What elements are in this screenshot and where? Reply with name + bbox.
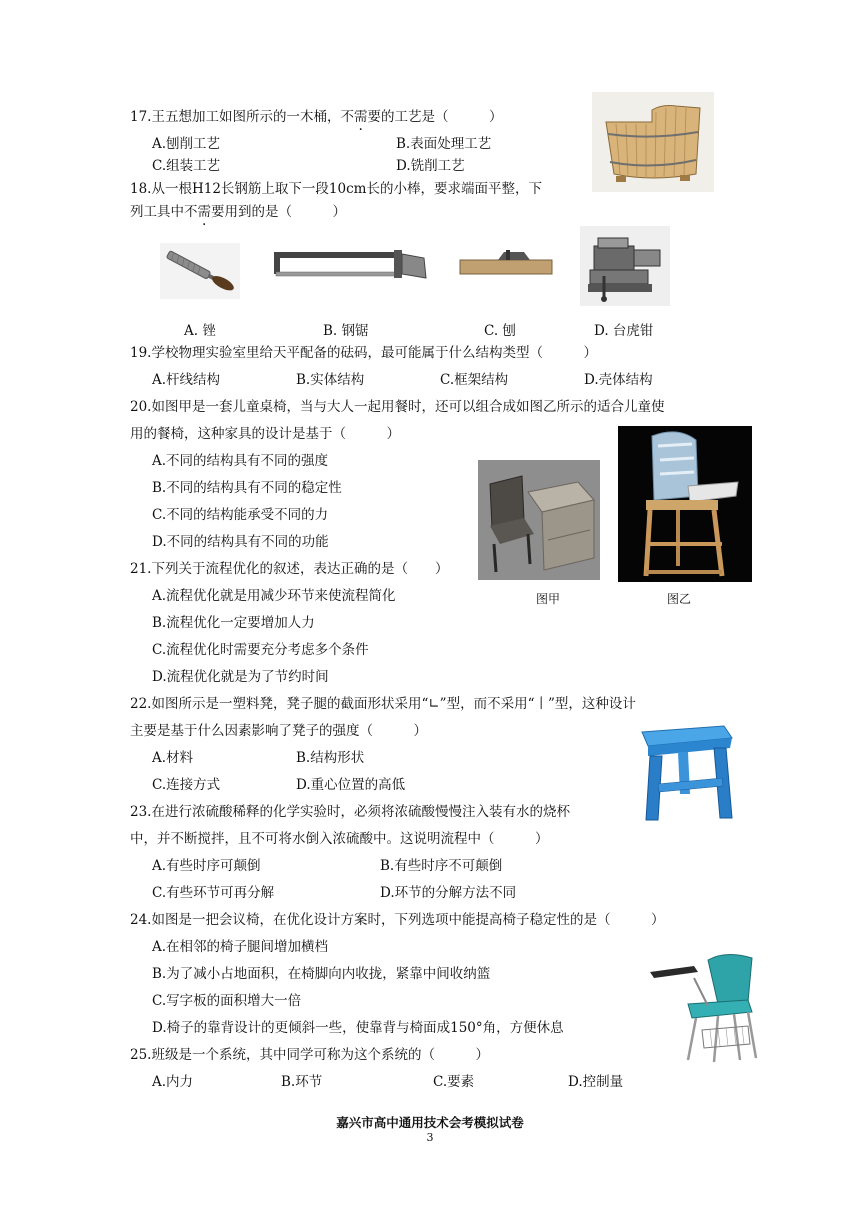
q17-option-b: B.表面处理工艺 — [396, 136, 492, 152]
q24-option-a: A.在相邻的椅子腿间增加横档 — [152, 939, 329, 955]
q17-stem: 17.王五想加工如图所示的一木桶，不需要的工艺是（ ） — [130, 109, 503, 125]
footer-title: 嘉兴市高中通用技术会考模拟试卷 — [336, 1115, 524, 1130]
file-tool-image — [160, 243, 240, 299]
q17-option-c: C.组装工艺 — [152, 158, 221, 174]
q22-option-b: B.结构形状 — [296, 750, 365, 766]
caption-figure-jia: 图甲 — [536, 592, 561, 606]
q19-stem: 19.学校物理实验室里给天平配备的砝码，最可能属于什么结构类型（ ） — [130, 345, 597, 361]
tool-label-d: D. 台虎钳 — [594, 323, 654, 339]
q20-stem-line1: 20.如图甲是一套儿童桌椅，当与大人一起用餐时，还可以组合成如图乙所示的适合儿童使 — [130, 399, 665, 415]
q17-option-a: A.刨削工艺 — [152, 136, 221, 152]
plastic-stool-image — [628, 722, 740, 826]
q22-option-c: C.连接方式 — [152, 777, 221, 793]
tool-label-b: B. 钢锯 — [323, 323, 369, 339]
q23-option-c: C.有些环节可再分解 — [152, 885, 275, 901]
q25-option-c: C.要素 — [433, 1074, 475, 1090]
q22-option-d: D.重心位置的高低 — [296, 777, 406, 793]
q21-option-a: A.流程优化就是用减少环节来使流程简化 — [152, 588, 396, 604]
q23-stem-line2: 中，并不断搅拌，且不可将水倒入浓硫酸中。这说明流程中（ ） — [130, 831, 549, 847]
q18-stem-line2: 列工具中不需要用到的是（ ） — [130, 204, 346, 220]
q23-option-a: A.有些时序可颠倒 — [152, 858, 261, 874]
q20-option-a: A.不同的结构具有不同的强度 — [152, 453, 329, 469]
caption-figure-yi: 图乙 — [667, 592, 692, 606]
q24-option-b: B.为了减小占地面积，在椅脚向内收拢，紧靠中间收纳篮 — [152, 966, 491, 982]
children-table-chair-image-a — [478, 460, 600, 580]
q19-option-a: A.杆线结构 — [152, 372, 221, 388]
q25-option-b: B.环节 — [281, 1074, 323, 1090]
tool-label-c: C. 刨 — [484, 323, 516, 339]
q21-option-c: C.流程优化时需要充分考虑多个条件 — [152, 642, 369, 658]
conference-chair-image — [648, 950, 764, 1066]
q19-option-c: C.框架结构 — [440, 372, 509, 388]
wooden-tub-image — [592, 92, 714, 192]
q24-option-c: C.写字板的面积增大一倍 — [152, 993, 302, 1009]
hacksaw-image — [268, 244, 428, 288]
q24-stem: 24.如图是一把会议椅，在优化设计方案时，下列选项中能提高椅子稳定性的是（ ） — [130, 912, 665, 928]
children-dining-chair-image-b — [618, 426, 752, 582]
q25-option-d: D.控制量 — [568, 1074, 624, 1090]
q19-option-d: D.壳体结构 — [584, 372, 653, 388]
q24-option-d: D.椅子的靠背设计的更倾斜一些，使靠背与椅面成150°角，方便休息 — [152, 1020, 564, 1036]
q20-option-d: D.不同的结构具有不同的功能 — [152, 534, 329, 550]
q21-option-d: D.流程优化就是为了节约时间 — [152, 669, 329, 685]
tool-label-a: A. 锉 — [184, 323, 216, 339]
plane-tool-image — [458, 250, 556, 280]
q20-option-b: B.不同的结构具有不同的稳定性 — [152, 480, 342, 496]
q25-stem: 25.班级是一个系统，其中同学可称为这个系统的（ ） — [130, 1047, 489, 1063]
q22-stem-line2: 主要是基于什么因素影响了凳子的强度（ ） — [130, 723, 427, 739]
q19-option-b: B.实体结构 — [296, 372, 365, 388]
bench-vise-image — [580, 226, 670, 306]
q21-stem: 21.下列关于流程优化的叙述，表达正确的是（ ） — [130, 561, 449, 577]
q23-option-d: D.环节的分解方法不同 — [380, 885, 517, 901]
page-number: 3 — [426, 1131, 434, 1144]
q23-option-b: B.有些时序不可颠倒 — [380, 858, 503, 874]
q22-option-a: A.材料 — [152, 750, 194, 766]
q22-stem-line1: 22.如图所示是一塑料凳，凳子腿的截面形状采用“∟”型，而不采用“丨”型，这种设计 — [130, 696, 636, 712]
q17-option-d: D.铣削工艺 — [396, 158, 465, 174]
q23-stem-line1: 23.在进行浓硫酸稀释的化学实验时，必须将浓硫酸慢慢注入装有水的烧杯 — [130, 804, 570, 820]
q18-stem-line1: 18.从一根H12长钢筋上取下一段10cm长的小棒，要求端面平整，下 — [130, 181, 542, 197]
q25-option-a: A.内力 — [152, 1074, 194, 1090]
q20-stem-line2: 用的餐椅，这种家具的设计是基于（ ） — [130, 426, 400, 442]
q21-option-b: B.流程优化一定要增加人力 — [152, 615, 315, 631]
q20-option-c: C.不同的结构能承受不同的力 — [152, 507, 329, 523]
